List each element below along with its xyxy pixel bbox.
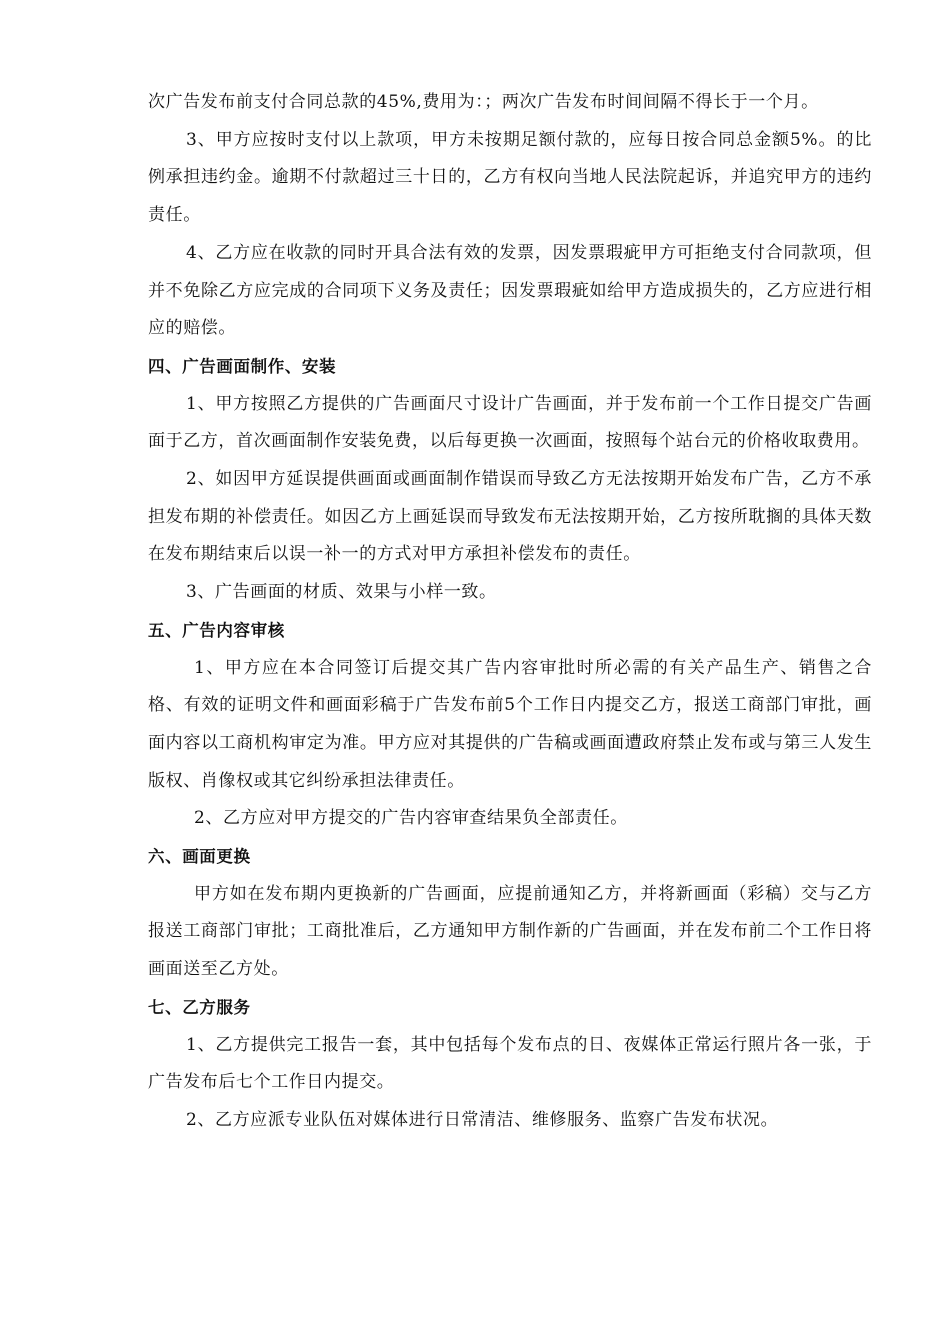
paragraph-5-1: 1、甲方应在本合同签订后提交其广告内容审批时所必需的有关产品生产、销售之合格、有效的证明文件和画面彩稿于广告发布前5个工作日内提交乙方，报送工商部门审批，画面内容以工商机构审定为准。甲方应对其提供的广告稿或画面遭政府禁止发布或与第三人发生版权、肖像权或其它纠纷承担法律责任。	[148, 657, 872, 791]
paragraph-7-2: 2、乙方应派专业队伍对媒体进行日常清洁、维修服务、监察广告发布状况。	[186, 1109, 779, 1130]
paragraph-late-payment-penalty: 3、甲方应按时支付以上款项，甲方未按期足额付款的，应每日按合同总金额5%。的比例承担违约金。逾期不付款超过三十日的，乙方有权向当地人民法院起诉，并追究甲方的违约责任。	[148, 129, 872, 226]
paragraph-payment-continuation: 次广告发布前支付合同总款的45%,费用为：；两次广告发布时间间隔不得长于一个月。	[148, 92, 819, 112]
paragraph-4-3: 3、广告画面的材质、效果与小样一致。	[186, 582, 497, 603]
heading-section-5: 五、广告内容审核	[148, 620, 285, 640]
paragraph-5-2: 2、乙方应对甲方提交的广告内容审查结果负全部责任。	[194, 808, 628, 829]
paragraph-invoice: 4、乙方应在收款的同时开具合法有效的发票，因发票瑕疵甲方可拒绝支付合同款项，但并不免除乙方应完成的合同项下义务及责任；因发票瑕疵如给甲方造成损失的，乙方应进行相应的赔偿。	[148, 242, 872, 339]
paragraph-6-1: 甲方如在发布期内更换新的广告画面，应提前通知乙方，并将新画面（彩稿）交与乙方报送工商部门审批；工商批准后，乙方通知甲方制作新的广告画面，并在发布前二个工作日将画面送至乙方处。	[148, 883, 872, 980]
paragraph-4-1: 1、甲方按照乙方提供的广告画面尺寸设计广告画面，并于发布前一个工作日提交广告画面于乙方，首次画面制作安装免费，以后每更换一次画面，按照每个站台元的价格收取费用。	[148, 393, 872, 452]
heading-section-7: 七、乙方服务	[148, 997, 251, 1017]
heading-section-4: 四、广告画面制作、安装	[148, 356, 337, 376]
paragraph-7-1: 1、乙方提供完工报告一套，其中包括每个发布点的日、夜媒体正常运行照片各一张，于广告发布后七个工作日内提交。	[148, 1034, 872, 1093]
paragraph-4-2: 2、如因甲方延误提供画面或画面制作错误而导致乙方无法按期开始发布广告，乙方不承担发布期的补偿责任。如因乙方上画延误而导致发布无法按期开始，乙方按所耽搁的具体天数在发布期结束后以误一补一的方式对甲方承担补偿发布的责任。	[148, 469, 872, 565]
heading-section-6: 六、画面更换	[148, 847, 251, 867]
